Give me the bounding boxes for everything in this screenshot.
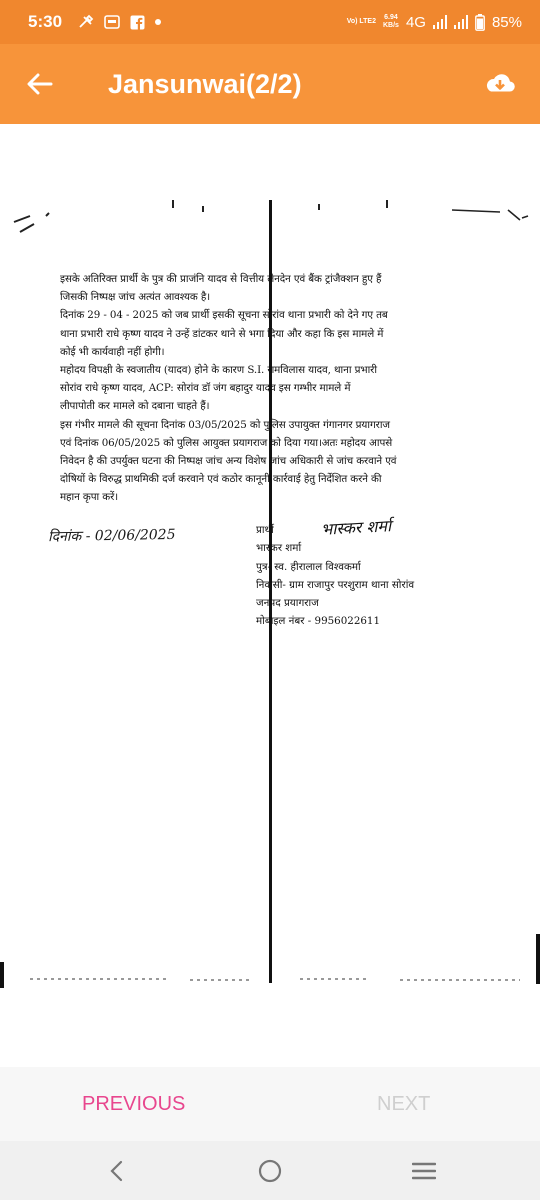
notification-dot-icon [155,19,161,25]
letter-line: महान कृपा करें। [60,491,118,504]
nav-menu-icon [412,1162,436,1180]
letter-line: कोई भी कार्यवाही नहीं होगी। [60,345,165,358]
tools-icon [78,14,94,30]
letter-line: इसके अतिरिक्त प्रार्थी के पुत्र की प्राजंनि यादव से वित्तीय लेनदेन एवं बैंक ट्रांजैक्शन हुए हैं [60,273,382,285]
sign-line: निवासी- ग्राम राजापुर परशुराम थाना सोरांव [256,578,415,591]
sign-line: मोबाइल नंबर - 9956022611 [256,615,381,628]
arrow-left-icon [27,73,53,95]
handwritten-date: दिनांक - 02/06/2025 [47,526,176,546]
network-type: 4G [405,13,426,31]
applicant-label: प्रार्थी [256,524,274,536]
letter-body [60,270,478,507]
facebook-icon [130,15,145,30]
system-nav-bar [0,1141,540,1200]
signal-icon-2 [454,15,468,29]
battery-percent: 85% [491,13,522,31]
cloud-download-icon [483,72,517,96]
status-bar [0,0,540,44]
letter-line: सोरांव राधे कृष्ण यादव, ACP: सोरांव डॉ जंग बहादुर यादव इस गम्भीर मामले में [60,382,351,395]
pagination-bar [0,1067,540,1141]
sign-line: भास्कर शर्मा [256,542,302,555]
nav-back-button[interactable] [86,1141,146,1200]
signal-icon [433,15,447,29]
sign-line: जनपद प्रयागराज [256,597,319,610]
nav-back-icon [109,1160,123,1182]
next-button[interactable]: NEXT [377,1092,431,1115]
handwritten-signature: भास्कर शर्मा [320,516,392,539]
back-button[interactable] [0,44,80,124]
letter-line: निवेदन है की उपर्युक्त घटना की निष्पक्ष जांच अन्य विशेष जांच अधिकारी से जांच करवाने एवं [60,455,397,468]
network-volte-label: Vo) LTE2 [346,18,376,25]
previous-button[interactable]: PREVIOUS [82,1092,186,1115]
letter-line: दोषियों के विरुद्ध प्राथमिकी दर्ज करवाने एवं कठोर कानूनी कार्रवाई हेतु निर्देशित करने की [60,473,382,486]
letter-line: दिनांक 29 - 04 - 2025 को जब प्रार्थी इसकी सूचना सोरांव थाना प्रभारी को देने गए तब [60,309,388,322]
letter-line: लीपापोती कर मामले को दबाना चाहते हैं। [60,400,210,413]
letter-line: जिसकी निष्पक्ष जांच अत्यंत आवश्यक है। [60,291,211,304]
status-right [347,14,522,31]
signature-block [256,516,415,631]
letter-line: महोदय विपक्षी के स्वजातीय (यादव) होने के कारण S.I. रामविलास यादव, थाना प्रभारी [60,364,377,377]
nav-home-icon [258,1159,282,1183]
nav-home-button[interactable] [240,1141,300,1200]
letter-line: थाना प्रभारी राधे कृष्ण यादव ने उन्हें डांटकर थाने से भगा दिया और कहा कि इस मामले में [60,327,384,340]
page-title: Jansunwai(2/2) [108,68,302,99]
sign-line: पुत्र- स्व. हीरालाल विश्वकर्मा [256,560,361,573]
document-viewer[interactable] [0,124,540,1067]
battery-icon [475,14,485,31]
letter-line: एवं दिनांक 06/05/2025 को पुलिस आयुक्त प्रयागराज को दिया गया।अतः महोदय आपसे [60,436,393,449]
status-time: 5:30 [28,12,63,31]
status-left [28,12,161,32]
network-speed: 6.94 KB/s [383,14,399,29]
app-bar [0,44,540,124]
media-icon [104,15,120,29]
nav-menu-button[interactable] [394,1141,454,1200]
download-button[interactable] [460,44,540,124]
letter-line: इस गंभीर मामले की सूचना दिनांक 03/05/2025 को पुलिस उपायुक्त गंगानगर प्रयागराज [60,418,390,431]
